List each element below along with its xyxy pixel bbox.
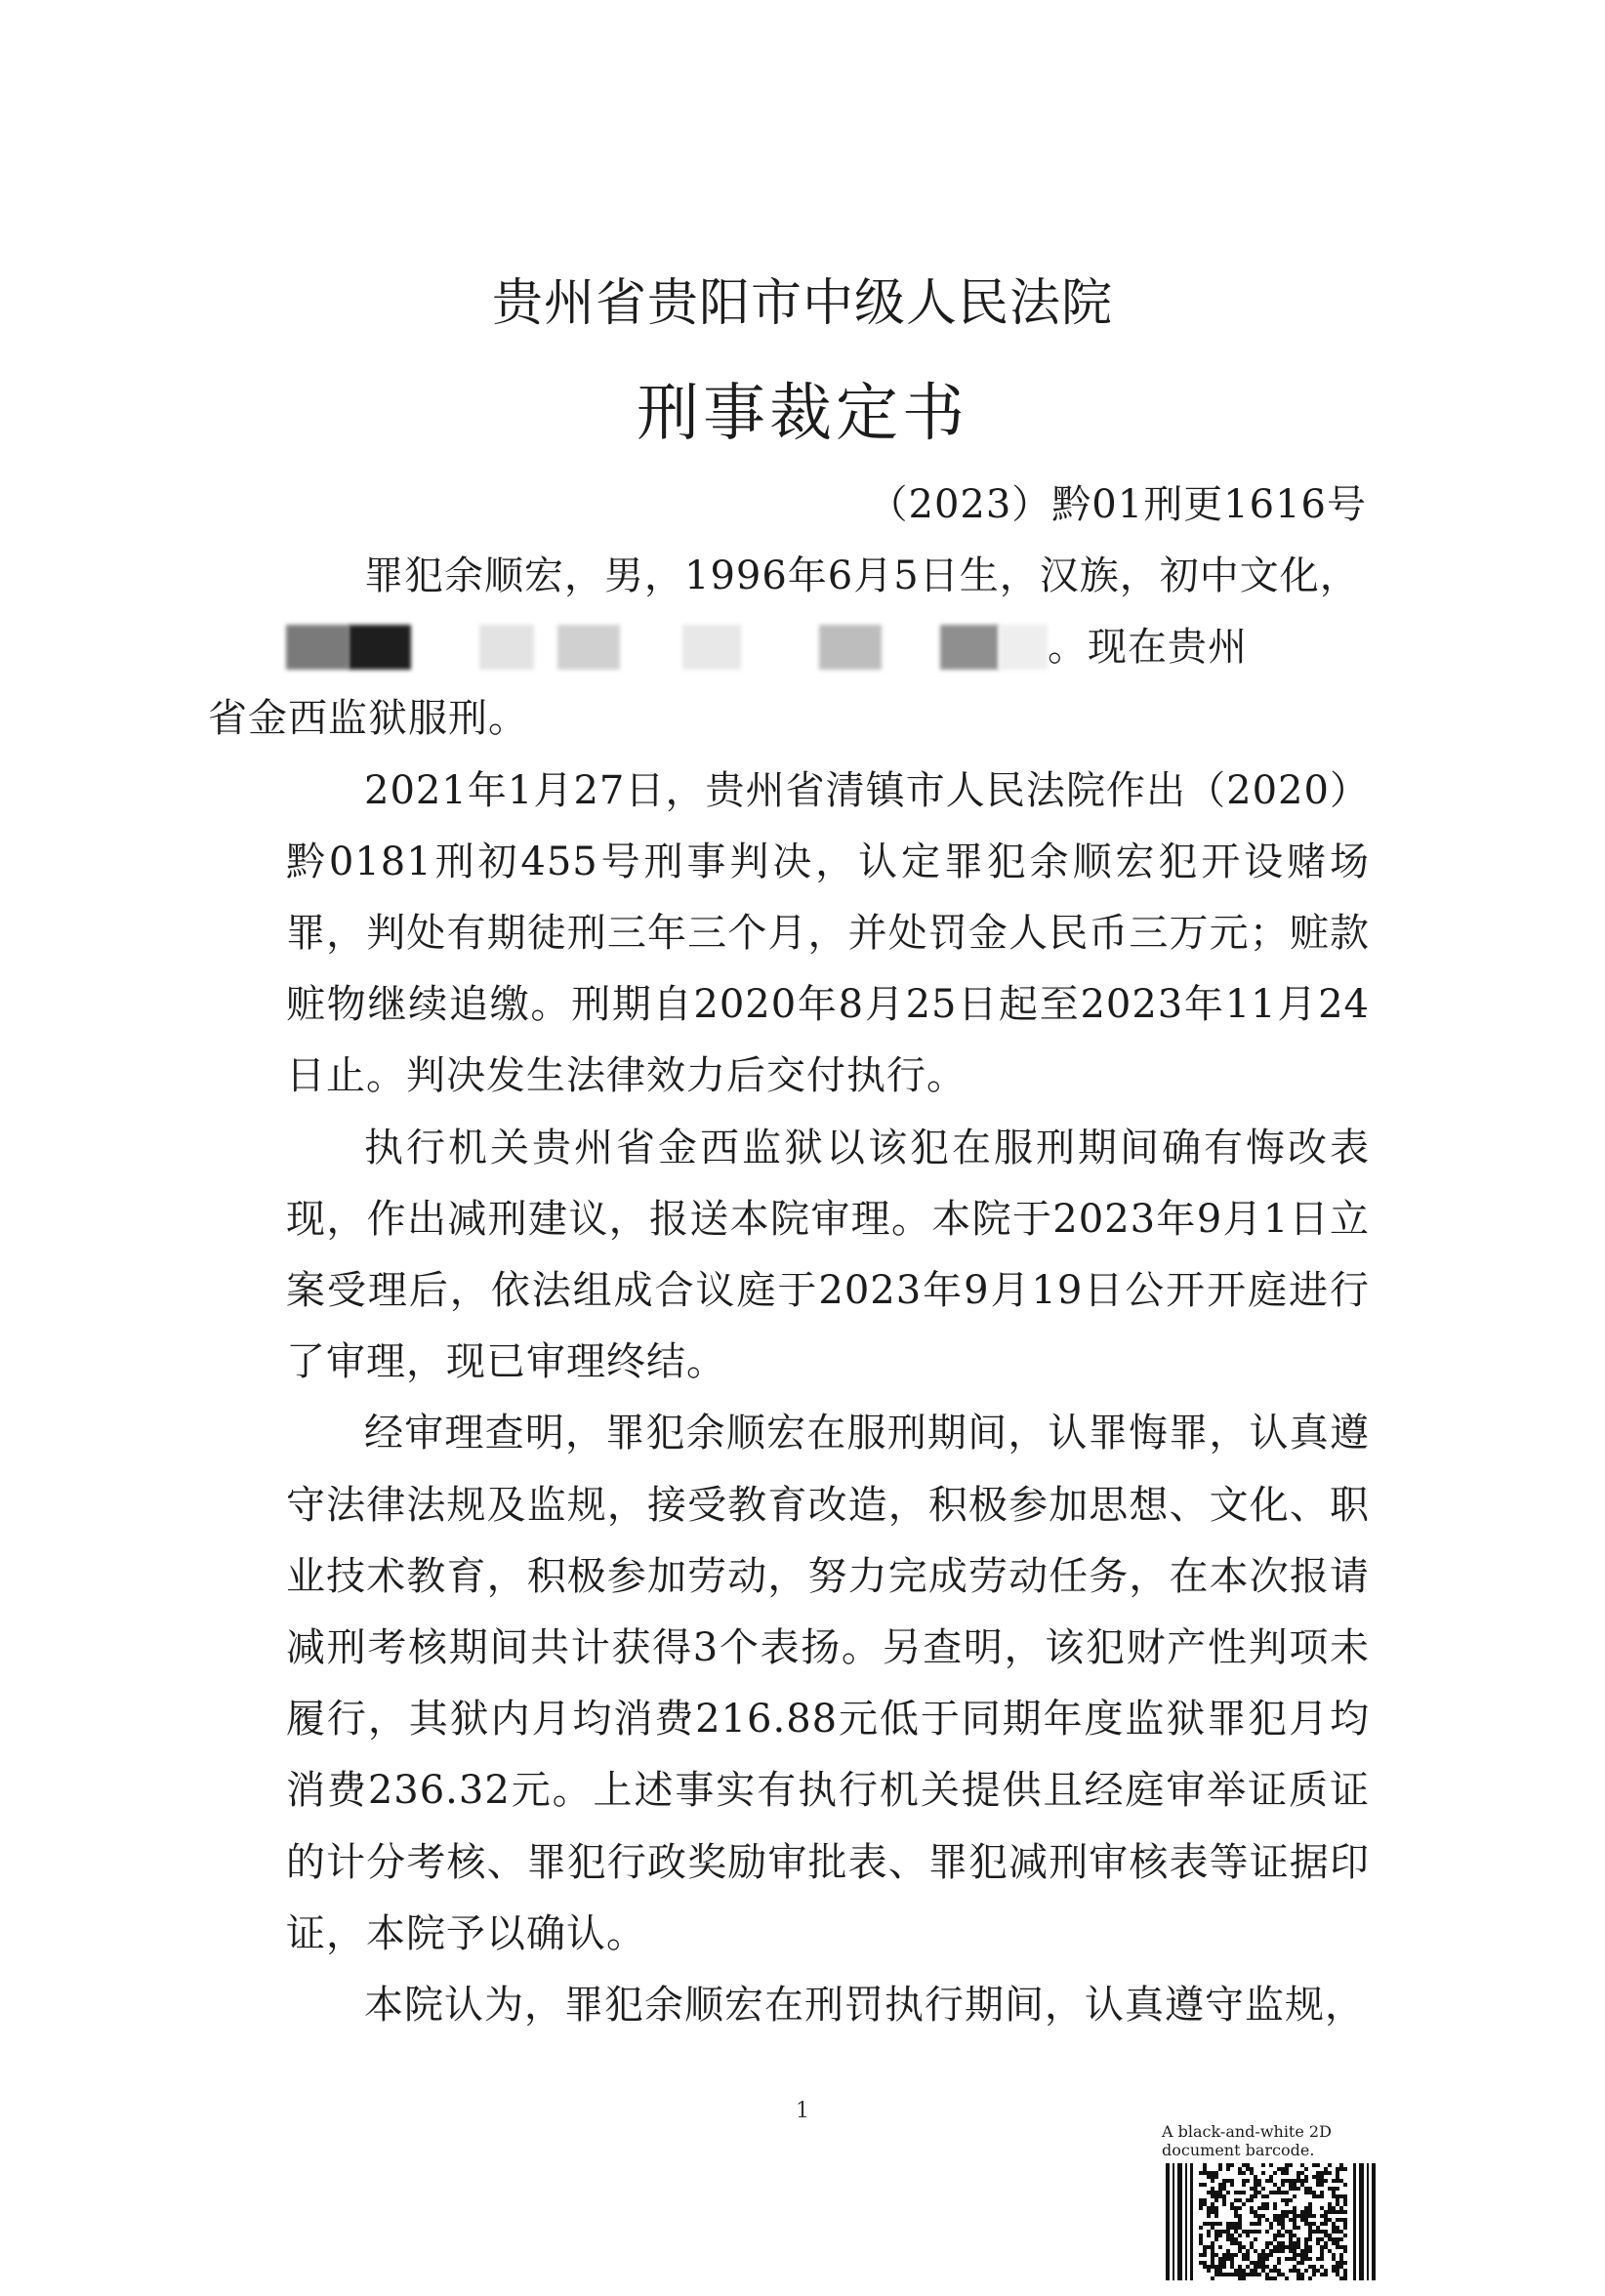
court-name: 贵州省贵阳市中级人民法院 [491, 274, 1113, 333]
redaction-block [557, 625, 620, 670]
paragraph-defendant-info [208, 541, 1370, 756]
redaction-block [819, 625, 882, 670]
page-number: 1 [796, 2099, 809, 2123]
redaction-block [940, 625, 999, 670]
prison-location-text: 。现在贵州 [1048, 625, 1248, 671]
redacted-address [208, 612, 1048, 683]
case-number: （2023）黔01刑更1616号 [868, 482, 1367, 527]
paragraph-original-judgment: 2021年1月27日，贵州省清镇市人民法院作出（2020）黔0181刑初455号刑事判决，认定罪犯余顺宏犯开设赌场罪，判处有期徒刑三年三个月，并处罚金人民币三万元；赃款赃物继续追缴。刑期自2020年8月25日起至2023年11月24日止。判决发生法律效力后交付执行。 [286, 767, 1370, 1099]
paragraph-findings: 经审理查明，罪犯余顺宏在服刑期间，认罪悔罪，认真遵守法律法规及监规，接受教育改造，积极参加思想、文化、职业技术教育，积极参加劳动，努力完成劳动任务，在本次报请减刑考核期间共计获得3个表扬。另查明，该犯财产性判项未履行，其狱内月均消费216.88元低于同期年度监狱罪犯月均消费236.32元。上述事实有执行机关提供且经庭审举证质证的计分考核、罪犯行政奖励审批表、罪犯减刑审核表等证据印证，本院予以确认。 [286, 1411, 1370, 1956]
redaction-block [999, 625, 1048, 670]
document-title: 刑事裁定书 [637, 378, 968, 450]
paragraph-commutation-proposal: 执行机关贵州省金西监狱以该犯在服刑期间确有悔改表现，作出减刑建议，报送本院审理。本院于2023年9月1日立案受理后，依法组成合议庭于2023年9月19日公开开庭进行了审理，现已审理终结。 [286, 1125, 1370, 1385]
paragraph-court-opinion: 本院认为，罪犯余顺宏在刑罚执行期间，认真遵守监规， [364, 1983, 1365, 2029]
document-body [208, 541, 1370, 2041]
redaction-block [349, 625, 411, 670]
redaction-block [682, 625, 741, 670]
defendant-info-line: 罪犯余顺宏，男，1996年6月5日生，汉族，初中文化， [364, 554, 1360, 598]
barcode-icon: A black-and-white 2D document barcode. [1162, 2122, 1382, 2247]
redaction-block [479, 625, 534, 670]
redaction-block [286, 625, 349, 670]
prison-location-end: 省金西监狱服刑。 [208, 696, 528, 742]
